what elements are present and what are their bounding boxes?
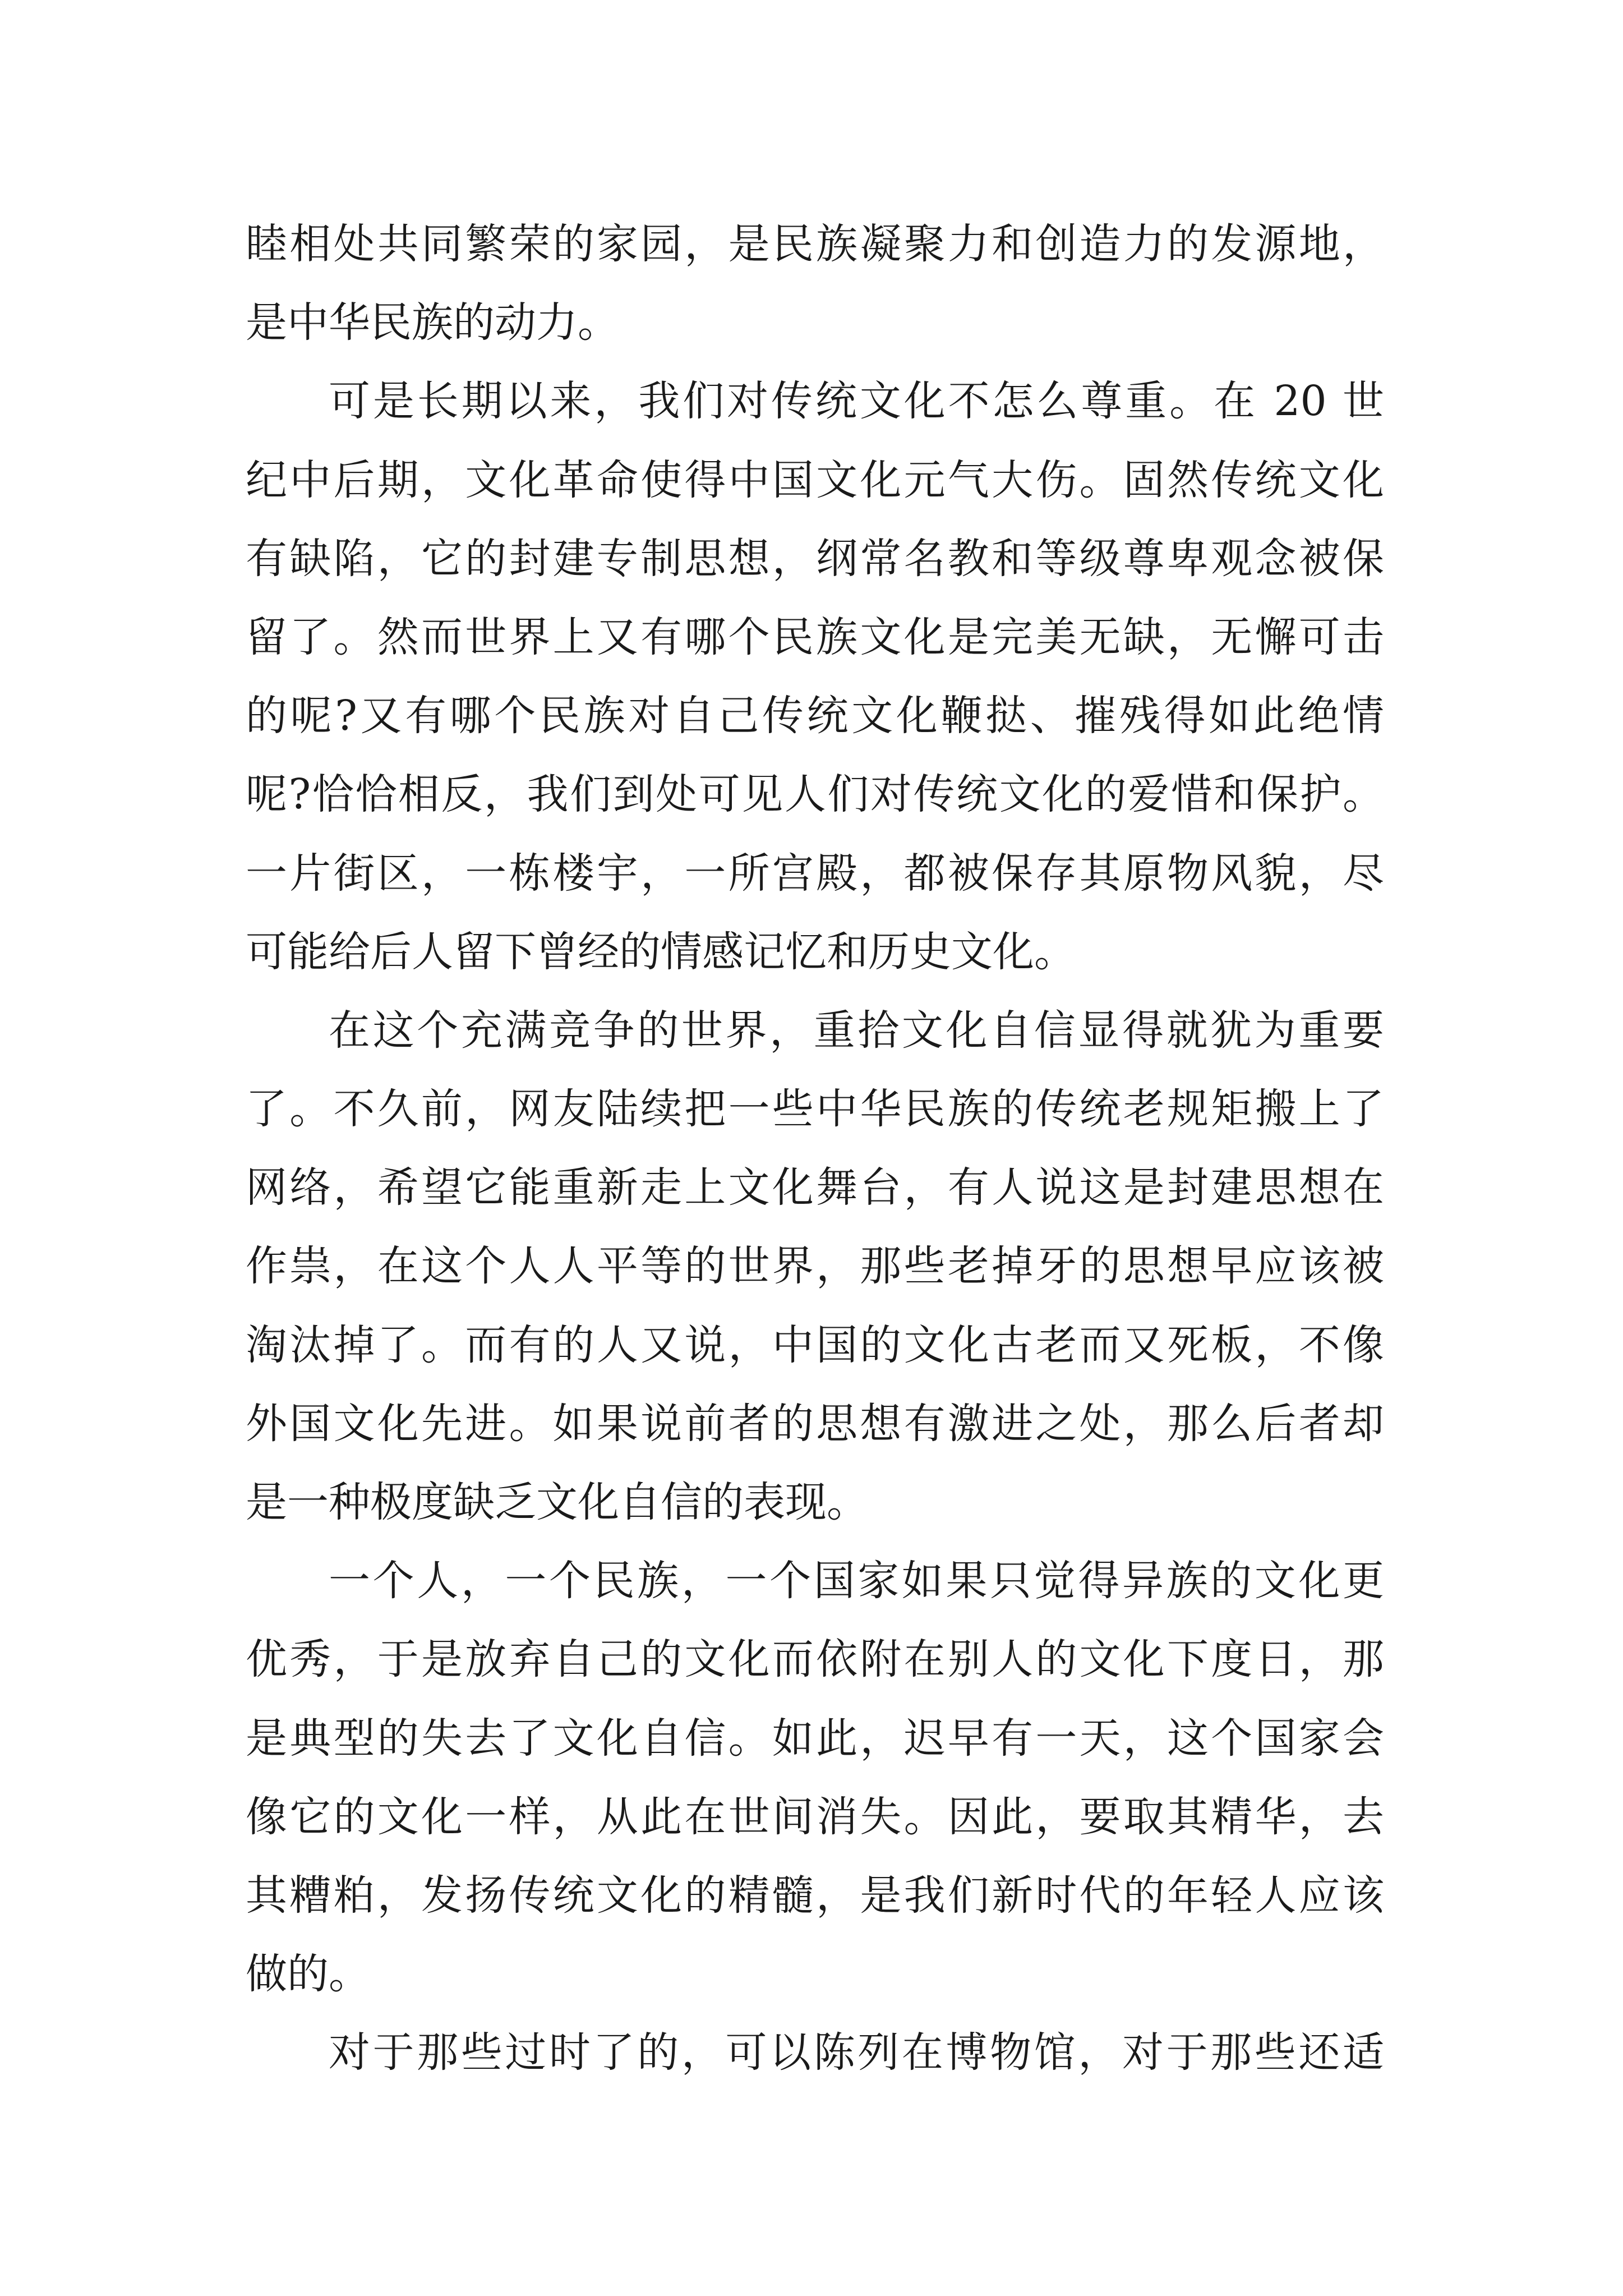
text-line: 一个人，一个民族，一个国家如果只觉得异族的文化更	[329, 1557, 1384, 1605]
text-line: 优秀，于是放弃自己的文化而依附在别人的文化下度日，那	[246, 1635, 1384, 1684]
text-line: 有缺陷，它的封建专制思想，纲常名教和等级尊卑观念被保	[246, 534, 1384, 583]
text-line: 可能给后人留下曾经的情感记忆和历史文化。	[246, 927, 1076, 976]
text-line: 的呢?又有哪个民族对自己传统文化鞭挞、摧残得如此绝情	[246, 692, 1384, 740]
text-line: 做的。	[246, 1950, 370, 1999]
text-line: 可是长期以来，我们对传统文化不怎么尊重。在 20 世	[329, 377, 1384, 426]
text-line: 睦相处共同繁荣的家园，是民族凝聚力和创造力的发源地，	[246, 220, 1384, 268]
text-line: 留了。然而世界上又有哪个民族文化是完美无缺，无懈可击	[246, 613, 1384, 661]
text-line: 外国文化先进。如果说前者的思想有激进之处，那么后者却	[246, 1399, 1384, 1448]
text-line: 是中华民族的动力。	[246, 298, 619, 347]
text-line: 是典型的失去了文化自信。如此，迟早有一天，这个国家会	[246, 1714, 1384, 1763]
text-line: 纪中后期，文化革命使得中国文化元气大伤。固然传统文化	[246, 455, 1384, 504]
text-line: 像它的文化一样，从此在世间消失。因此，要取其精华，去	[246, 1792, 1384, 1841]
text-line: 淘汰掉了。而有的人又说，中国的文化古老而又死板，不像	[246, 1320, 1384, 1369]
body-text	[246, 205, 1384, 2092]
text-line: 作祟，在这个人人平等的世界，那些老掉牙的思想早应该被	[246, 1242, 1384, 1291]
text-line: 其糟粕，发扬传统文化的精髓，是我们新时代的年轻人应该	[246, 1871, 1384, 1920]
text-line: 是一种极度缺乏文化自信的表现。	[246, 1478, 868, 1526]
text-line: 对于那些过时了的，可以陈列在博物馆，对于那些还适	[329, 2028, 1384, 2077]
text-line: 一片街区，一栋楼宇，一所宫殿，都被保存其原物风貌，尽	[246, 849, 1384, 898]
text-line: 了。不久前，网友陆续把一些中华民族的传统老规矩搬上了	[246, 1085, 1384, 1134]
text-line: 在这个充满竞争的世界，重拾文化自信显得就犹为重要	[329, 1006, 1384, 1055]
text-line: 网络，希望它能重新走上文化舞台，有人说这是封建思想在	[246, 1163, 1384, 1212]
text-line: 呢?恰恰相反，我们到处可见人们对传统文化的爱惜和保护。	[246, 770, 1384, 819]
